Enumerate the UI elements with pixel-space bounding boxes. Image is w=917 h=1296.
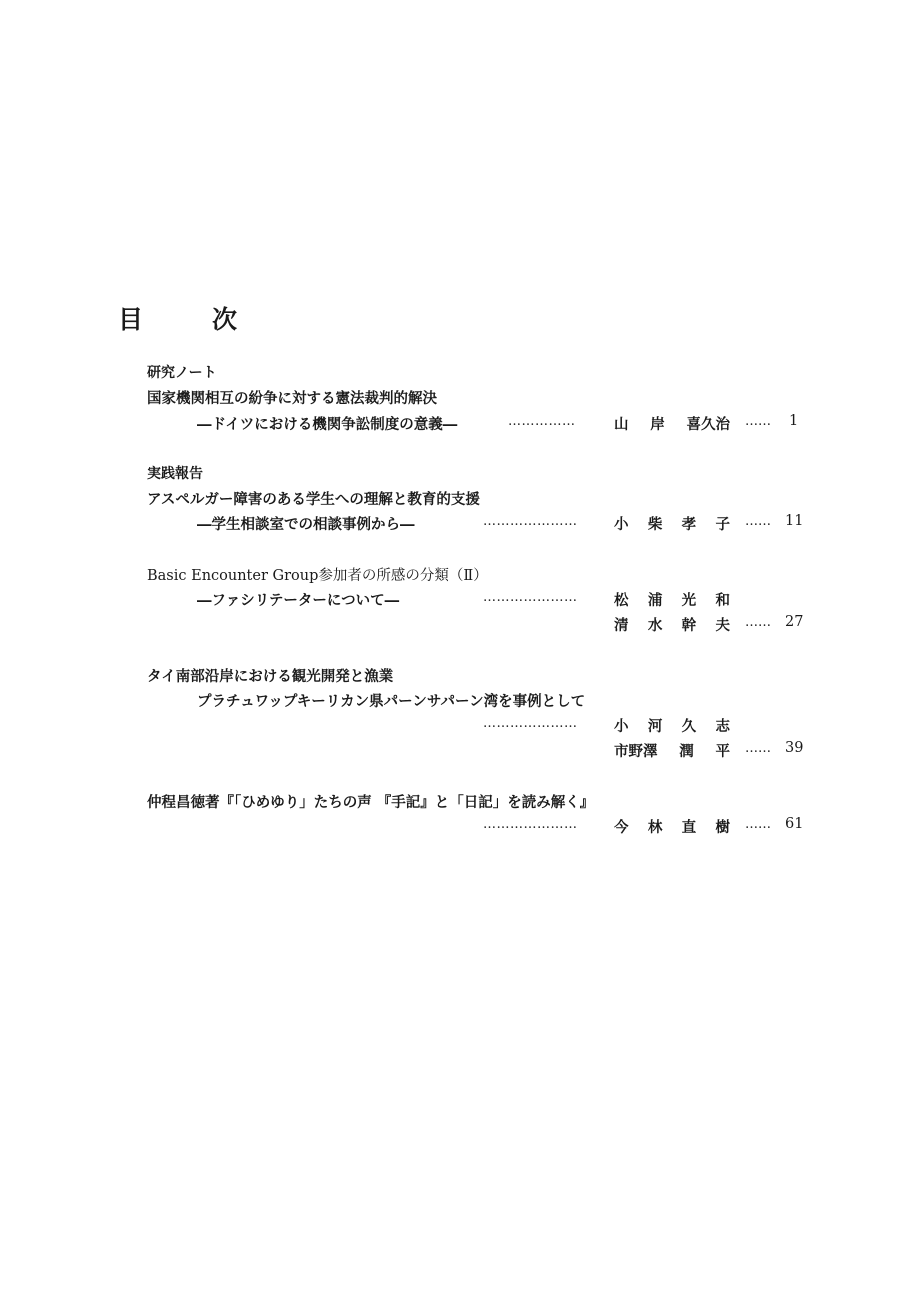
page-number: 1 <box>789 413 799 429</box>
page-leader: …… <box>745 514 771 529</box>
article-subtitle: ―学生相談室での相談事例から― <box>197 516 415 533</box>
dot-leader: ………………… <box>483 514 578 529</box>
page-title: 目 次 <box>118 305 260 334</box>
author-name: 小 河 久 志 <box>614 718 730 735</box>
page-leader: …… <box>745 414 771 429</box>
article-title: Basic Encounter Group参加者の所感の分類（Ⅱ） <box>147 568 488 584</box>
section-heading-research-notes: 研究ノート <box>147 365 217 381</box>
dot-leader: ………………… <box>483 716 578 731</box>
page-leader: …… <box>745 615 771 630</box>
dot-leader: ………………… <box>483 817 578 832</box>
page-number: 27 <box>785 614 804 630</box>
article-subtitle: ―ファシリテーターについて― <box>197 592 400 609</box>
article-title: 仲程昌徳著『「ひめゆり」たちの声 『手記』と「日記」を読み解く』 <box>147 794 595 811</box>
article-title: タイ南部沿岸における観光開発と漁業 <box>147 668 394 685</box>
author-name: 今 林 直 樹 <box>614 819 730 836</box>
article-title: アスペルガー障害のある学生への理解と教育的支援 <box>147 491 480 508</box>
article-title: 国家機関相互の紛争に対する憲法裁判的解決 <box>147 390 437 407</box>
author-name: 小 柴 孝 子 <box>614 516 730 533</box>
page-leader: …… <box>745 817 771 832</box>
page-number: 61 <box>785 816 804 832</box>
page-leader: …… <box>745 741 771 756</box>
article-subtitle: ―ドイツにおける機関争訟制度の意義― <box>197 416 458 433</box>
article-subtitle: プラチュワップキーリカン県パーンサパーン湾を事例として <box>197 693 586 710</box>
author-name: 市野澤 潤 平 <box>614 743 730 760</box>
dot-leader: …………… <box>508 414 576 429</box>
page-number: 11 <box>785 513 804 529</box>
page-number: 39 <box>785 740 804 756</box>
author-name: 松 浦 光 和 <box>614 592 730 609</box>
dot-leader: ………………… <box>483 590 578 605</box>
section-heading-practice-reports: 実践報告 <box>147 466 203 482</box>
author-name: 清 水 幹 夫 <box>614 617 730 634</box>
author-name: 山 岸 喜久治 <box>614 416 730 433</box>
